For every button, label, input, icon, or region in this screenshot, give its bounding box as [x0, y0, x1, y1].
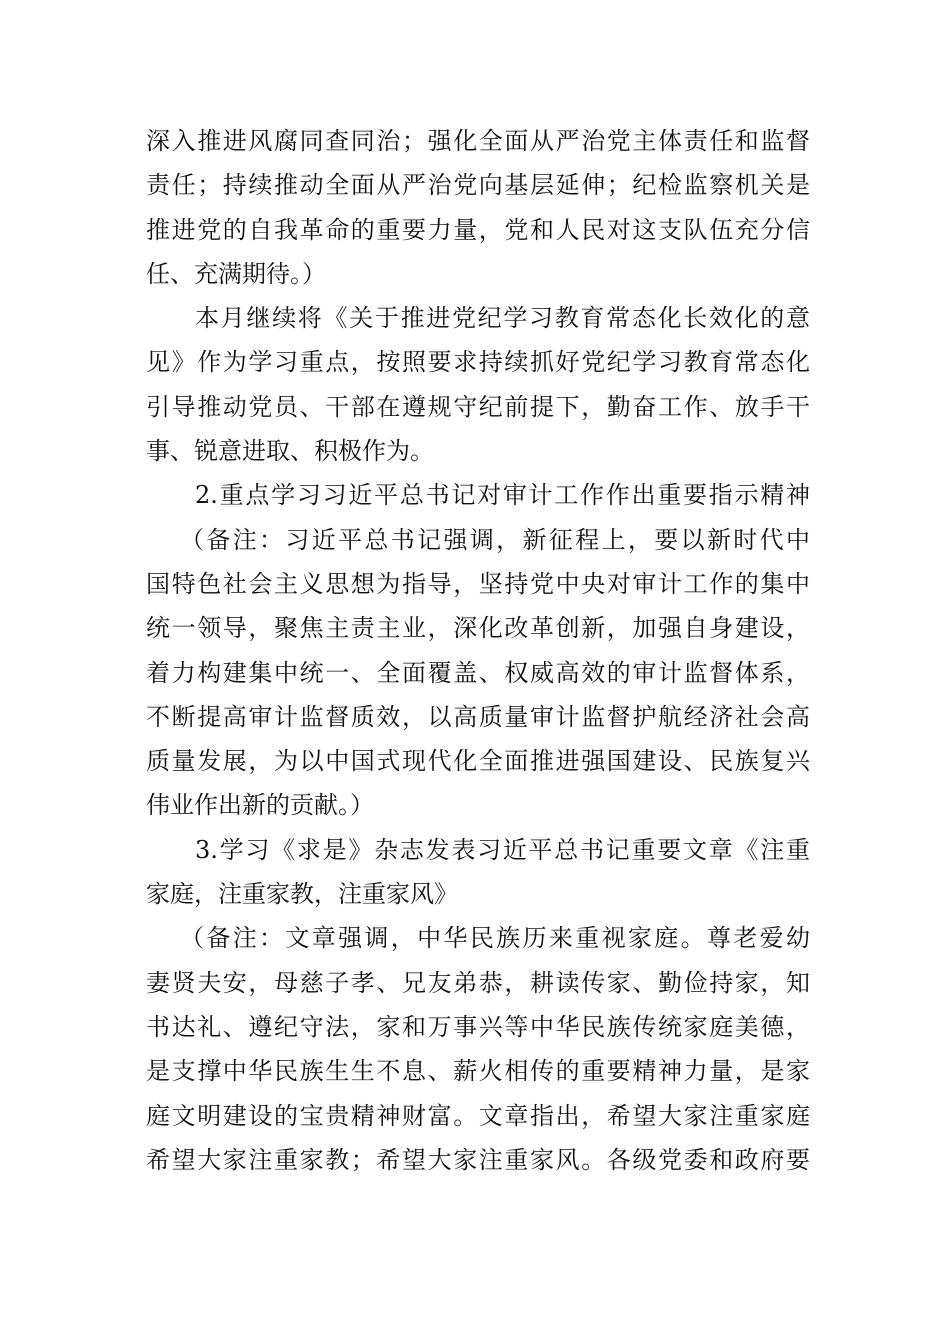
text-line: 书达礼、遵纪守法，家和万事兴等中华民族传统家庭美德，: [146, 1012, 810, 1041]
text-line: 深入推进风腐同查同治；强化全面从严治党主体责任和监督: [146, 127, 810, 155]
text-line: 希望大家注重家教；希望大家注重家风。各级党委和政府要: [146, 1145, 810, 1174]
text-line: 见》作为学习重点，按照要求持续抓好党纪学习教育常态化: [146, 348, 810, 377]
text-line: 推进党的自我革命的重要力量，党和人民对这支队伍充分信: [146, 215, 810, 244]
text-line: 责任；持续推动全面从严治党向基层延伸；纪检监察机关是: [146, 171, 810, 200]
text-line: 质量发展，为以中国式现代化全面推进强国建设、民族复兴: [146, 747, 810, 776]
text-line: 不断提高审计监督质效，以高质量审计监督护航经济社会高: [146, 702, 810, 731]
text-line: 家庭，注重家教，注重家风》: [146, 880, 458, 909]
section-heading-3: 3.学习《求是》杂志发表习近平总书记重要文章《注重: [195, 835, 810, 864]
text-line: 庭文明建设的宝贵精神财富。文章指出，希望大家注重家庭: [146, 1101, 810, 1130]
text-line: 着力构建集中统一、全面覆盖、权威高效的审计监督体系，: [146, 658, 810, 687]
paragraph-first-line: 本月继续将《关于推进党纪学习教育常态化长效化的意: [195, 304, 810, 333]
text-line: 妻贤夫安，母慈子孝、兄友弟恭，耕读传家、勤俭持家，知: [146, 968, 810, 997]
text-line: 是支撑中华民族生生不息、薪火相传的重要精神力量，是家: [146, 1057, 810, 1086]
text-line: 事、锐意进取、积极作为。: [146, 437, 434, 466]
text-line: 伟业作出新的贡献。）: [146, 791, 374, 820]
text-line: 统一领导，聚焦主责主业，深化改革创新，加强自身建设，: [146, 614, 810, 643]
text-line: 引导推动党员、干部在遵规守纪前提下，勤奋工作、放手干: [146, 392, 810, 421]
text-line: 任、充满期待。）: [146, 259, 326, 288]
section-heading-2: 2.重点学习习近平总书记对审计工作作出重要指示精神: [195, 481, 810, 510]
paragraph-first-line: （备注：文章强调，中华民族历来重视家庭。尊老爱幼: [180, 924, 810, 953]
document-body: [146, 119, 810, 1182]
text-line: 国特色社会主义思想为指导，坚持党中央对审计工作的集中: [146, 569, 810, 598]
paragraph-first-line: （备注：习近平总书记强调，新征程上，要以新时代中: [180, 525, 810, 554]
